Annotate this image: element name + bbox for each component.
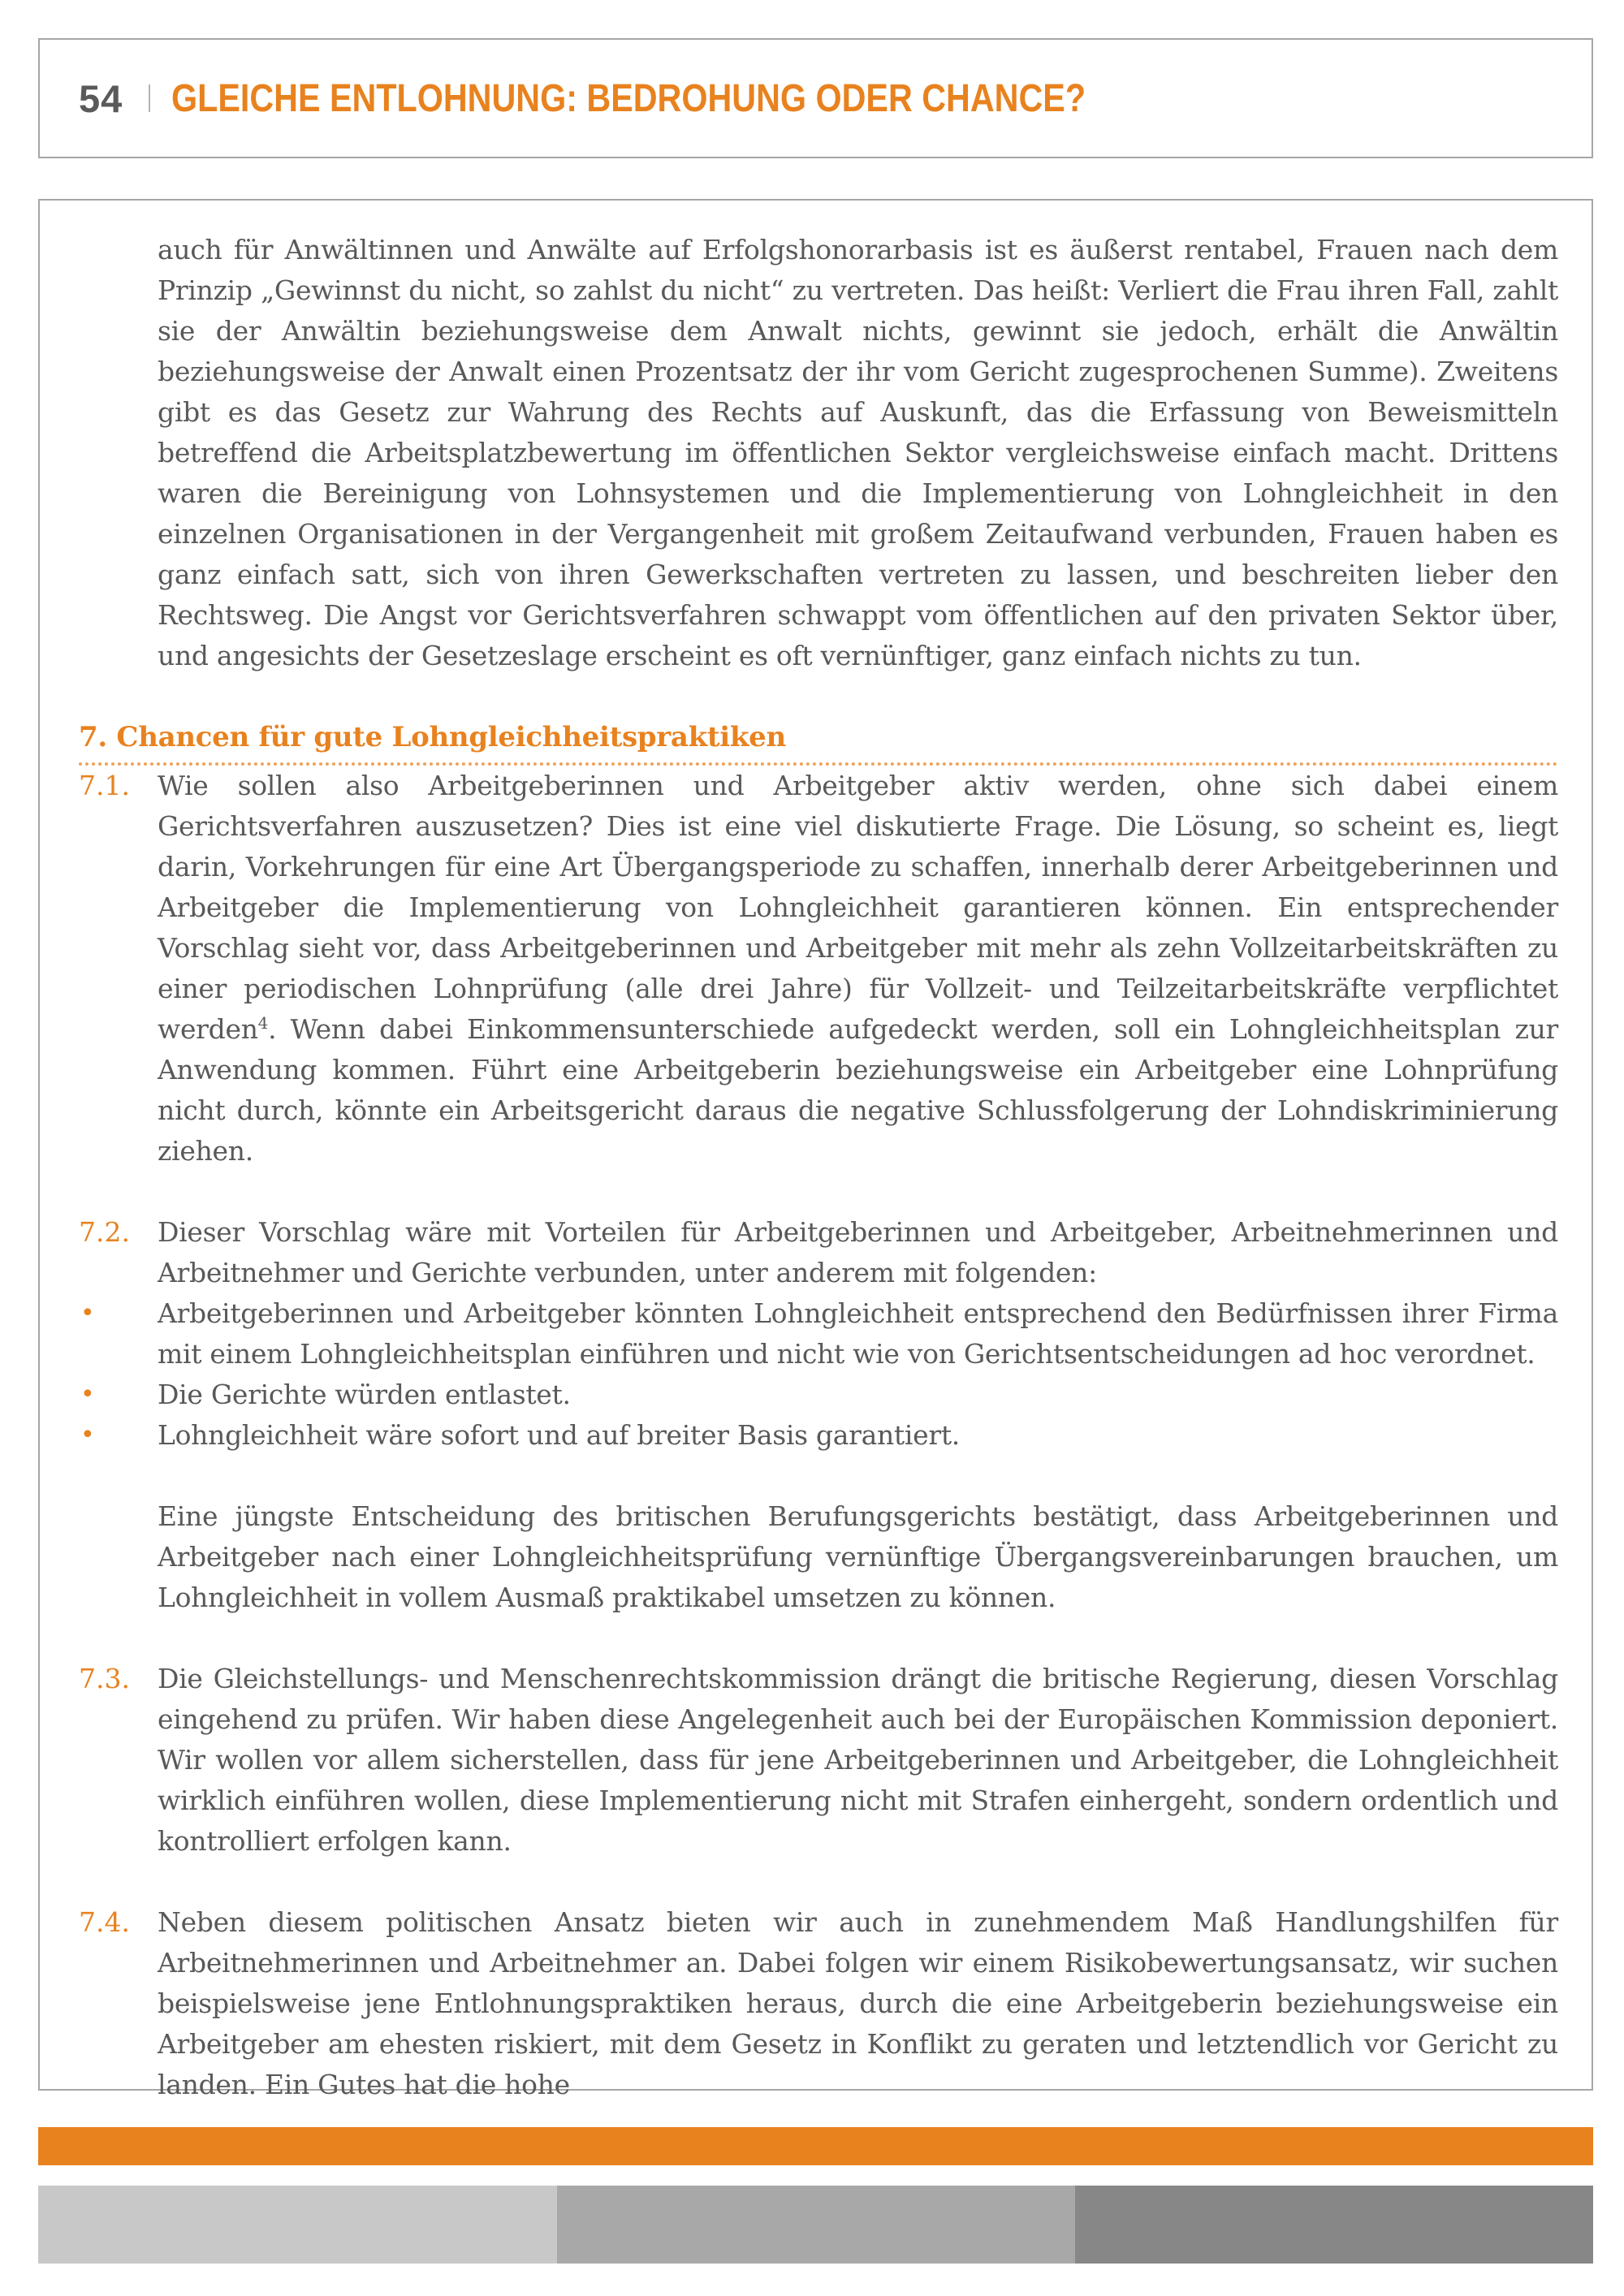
bullet-icon: • [80,1380,95,1409]
list-item [79,1375,1558,1415]
footer-grey-bar-dark [1075,2186,1593,2264]
list-item-text: Lohngleichheit wäre sofort und auf breiter Basis garantiert. [158,1419,961,1451]
bullet-icon: • [80,1421,95,1449]
page-title: GLEICHE ENTLOHNUNG: BEDROHUNG ODER CHANCE? [171,76,1086,120]
content-frame [38,199,1593,2100]
bullet-icon: • [80,1299,95,1327]
section-number: 7.3. [79,1663,130,1694]
section-number: 7.2. [79,1216,130,1248]
section-text: Dieser Vorschlag wäre mit Vorteilen für Arbeitgeberinnen und Arbeitgeber, Arbeitnehmerinnen und Arbeitnehmer und Gerichte verbunden, unter anderem mit folgenden: [158,1216,1558,1288]
footnote-ref: 4 [257,1013,269,1033]
list-item [79,1415,1558,1456]
list-item-text: Arbeitgeberinnen und Arbeitgeber könnten Lohngleichheit entsprechend den Bedürfnissen ihrer Firma mit einem Lohngleichheitsplan einführen und nicht wie von Gerichtsentscheidungen ad hoc verordnet. [158,1297,1558,1370]
section-text: Wie sollen also Arbeitgeberinnen und Arbeitgeber aktiv werden, ohne sich dabei einem Gerichtsverfahren auszusetzen? Dies ist eine viel diskutierte Frage. Die Lösung, so scheint es, liegt darin, Vorkehrungen für eine Art Übergangsperiode zu schaffen, innerhalb derer Arbeitgeberinnen und Arbeitgeber die Implementierung von Lohngleichheit garantieren können. Ein entsprechender Vorschlag sieht vor, dass Arbeitgeberinnen und Arbeitgeber mit mehr als zehn Vollzeitarbeitskräften zu einer periodischen Lohnprüfung (alle drei Jahre) für Vollzeit- und Teilzeitarbeitskräfte verpflichtet werden$^4$. Wenn dabei Einkommensunterschiede aufgedeckt werden, soll ein Lohngleichheitsplan zur Anwendung kommen. Führt eine Arbeitgeberin beziehungsweise ein Arbeitgeber eine Lohnprüfung nicht durch, könnte ein Arbeitsgericht daraus die negative Schlussfolgerung der Lohndiskriminierung ziehen. [158,770,1558,1167]
footer-orange-bar [38,2127,1593,2165]
section-7-2 [79,1212,1558,1293]
section-7-2-followup [79,1496,1558,1618]
page-number: 54 [79,76,123,120]
section-number: 7.4. [79,1906,130,1938]
followup-text: Eine jüngste Entscheidung des britischen Berufungsgerichts bestätigt, dass Arbeitgeberinnen und Arbeitgeber nach einer Lohngleichheitsprüfung vernünftige Übergangsvereinbarungen brauchen, um Lohngleichheit in vollem Ausmaß praktikabel umsetzen zu können. [158,1500,1558,1613]
section-number: 7.1. [79,770,130,801]
list-item-text: Die Gerichte würden entlastet. [158,1379,571,1410]
footer-grey-bar-mid [557,2186,1075,2264]
section-text: Neben diesem politischen Ansatz bieten wir auch in zunehmendem Maß Handlungshilfen für Arbeitnehmerinnen und Arbeitnehmer an. Dabei folgen wir einem Risikobewertungsansatz, wir suchen beispielsweise jene Entlohnungspraktiken heraus, durch die eine Arbeitgeberin beziehungsweise ein Arbeitgeber am ehesten riskiert, mit dem Gesetz in Konflikt zu geraten und letztendlich vor Gericht zu landen. Ein Gutes hat die hohe [158,1906,1558,2100]
content-body [79,230,1558,2105]
header-separator [149,84,150,112]
page-header [38,38,1593,158]
section-7-4 [79,1902,1558,2105]
section-7-1 [79,766,1558,1172]
list-item [79,1293,1558,1375]
section-text: Die Gleichstellungs- und Menschenrechtskommission drängt die britische Regierung, diesen Vorschlag eingehend zu prüfen. Wir haben diese Angelegenheit auch bei der Europäischen Kommission deponiert. Wir wollen vor allem sicherstellen, dass für jene Arbeitgeberinnen und Arbeitgeber, die Lohngleichheit wirklich einführen wollen, diese Implementierung nicht mit Strafen einhergeht, sondern ordentlich und kontrolliert erfolgen kann. [158,1663,1558,1857]
intro-paragraph: auch für Anwältinnen und Anwälte auf Erfolgshonorarbasis ist es äußerst rentabel, Frauen nach dem Prinzip „Gewinnst du nicht, so zahlst du nicht“ zu vertreten. Das heißt: Verliert die Frau ihren Fall, zahlt sie der Anwältin beziehungsweise dem Anwalt nichts, gewinnt sie jedoch, erhält die Anwältin beziehungsweise der Anwalt einen Prozentsatz der ihr vom Gericht zugesprochenen Summe). Zweitens gibt es das Gesetz zur Wahrung des Rechts auf Auskunft, das die Erfassung von Beweismitteln betreffend die Arbeitsplatzbewertung im öffentlichen Sektor vergleichsweise einfach macht. Drittens waren die Bereinigung von Lohnsystemen und die Implementierung von Lohngleichheit in den einzelnen Organisationen in der Vergangenheit mit großem Zeitaufwand verbunden, Frauen haben es ganz einfach satt, sich von ihren Gewerkschaften vertreten zu lassen, und beschreiten lieber den Rechtsweg. Die Angst vor Gerichtsverfahren schwappt vom öffentlichen auf den privaten Sektor über, und angesichts der Gesetzeslage erscheint es oft vernünftiger, ganz einfach nichts zu tun. [158,234,1558,671]
section-7-3 [79,1659,1558,1862]
footer-grey-bar-light [38,2186,557,2264]
section-heading: 7. Chancen für gute Lohngleichheitspraktiken [79,721,786,753]
